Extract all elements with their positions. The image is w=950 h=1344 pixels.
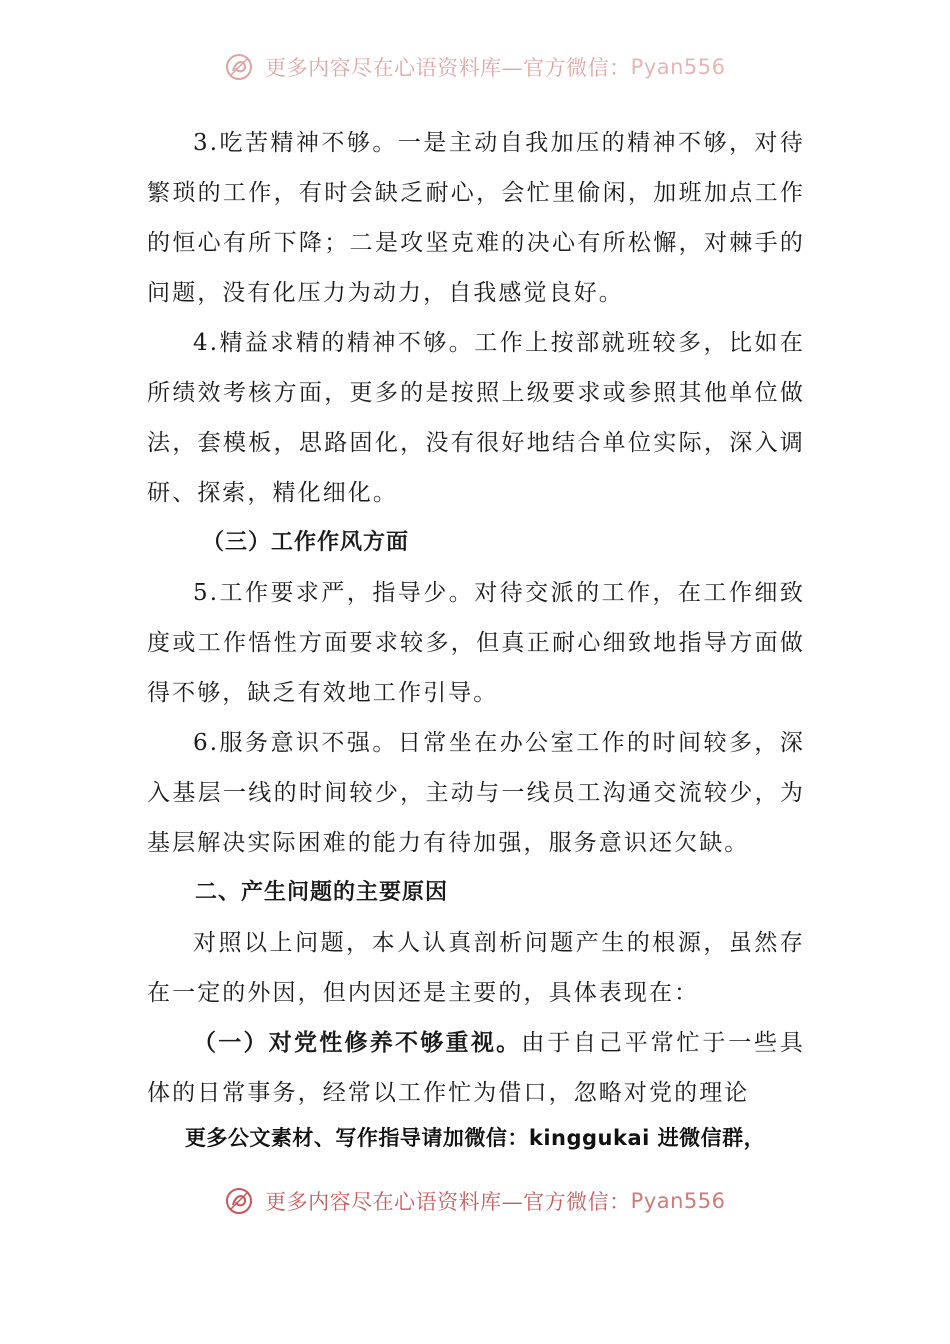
- watermark-id: Pyan556: [630, 1189, 726, 1213]
- section-heading-work-style: （三）工作作风方面: [202, 530, 410, 555]
- signature-logo-icon: [224, 1186, 254, 1216]
- watermark-text: 更多内容尽在心语资料库—官方微信：: [265, 56, 631, 80]
- paragraph-6: 6.服务意识不强。日常坐在办公室工作的时间较多，深入基层一线的时间较少，主动与一线员工沟通交流较少，为基层解决实际困难的能力有待加强，服务意识还欠缺。: [147, 730, 805, 856]
- paragraph-4: 4.精益求精的精神不够。工作上按部就班较多，比如在所绩效考核方面，更多的是按照上级要求或参照其他单位做法，套模板，思路固化，没有很好地结合单位实际，深入调研、探索，精化细化。: [147, 330, 805, 506]
- watermark-id: Pyan556: [630, 55, 726, 79]
- signature-logo-icon: [224, 52, 254, 82]
- paragraph-3: 3.吃苦精神不够。一是主动自我加压的精神不够，对待繁琐的工作，有时会缺乏耐心，会忙里偷闲，加班加点工作的恒心有所下降；二是攻坚克难的决心有所松懈，对棘手的问题，没有化压力为动力，自我感觉良好。: [147, 130, 805, 306]
- header-watermark: [0, 52, 950, 82]
- cause-1-lead: （一）对党性修养不够重视。: [193, 1030, 522, 1056]
- section-heading-causes: 二、产生问题的主要原因: [195, 880, 449, 905]
- paragraph-cause-1: [147, 1018, 805, 1118]
- header-watermark-clip: [0, 0, 950, 82]
- watermark-text: 更多内容尽在心语资料库—官方微信：: [265, 1190, 631, 1214]
- footer-watermark: [0, 1186, 950, 1216]
- paragraph-5: 5.工作要求严，指导少。对待交派的工作，在工作细致度或工作悟性方面要求较多，但真正耐心细致地指导方面做得不够，缺乏有效地工作引导。: [147, 580, 805, 706]
- paragraph-causes-intro: 对照以上问题，本人认真剖析问题产生的根源，虽然存在一定的外因，但内因还是主要的，具体表现在：: [147, 930, 805, 1006]
- promo-line: 更多公文素材、写作指导请加微信：kinggukai 进微信群，: [184, 1126, 766, 1150]
- cause-1-text: 由于自己平常忙于一些具体的日常事务，经常以工作忙为借口，忽略对党的理论: [147, 1030, 806, 1106]
- document-body: [147, 118, 805, 1118]
